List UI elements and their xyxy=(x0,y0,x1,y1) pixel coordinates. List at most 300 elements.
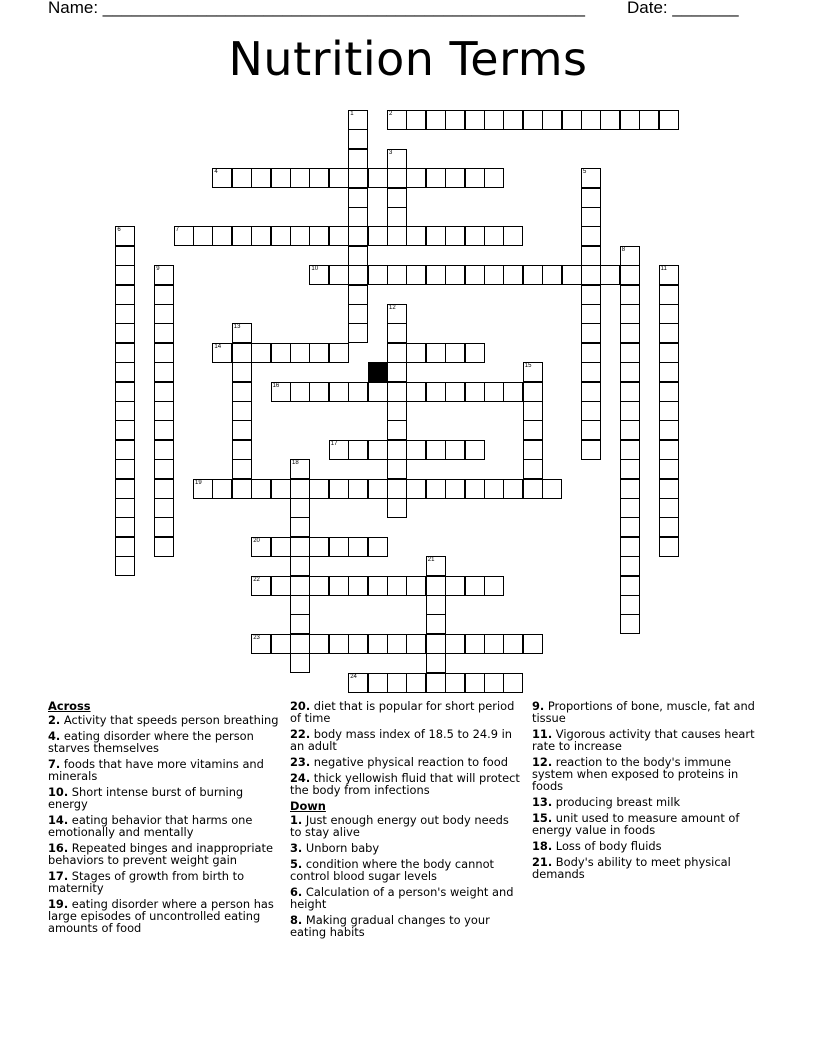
grid-cell[interactable] xyxy=(484,634,504,654)
clue-text: Proportions of bone, muscle, fat and tissue xyxy=(532,699,755,725)
grid-cell[interactable] xyxy=(426,226,446,246)
grid-cell[interactable] xyxy=(290,653,310,673)
grid-cell[interactable] xyxy=(348,110,368,130)
grid-cell[interactable] xyxy=(620,110,640,130)
grid-cell[interactable] xyxy=(368,440,388,460)
grid-cell[interactable] xyxy=(290,168,310,188)
grid-cell[interactable] xyxy=(387,420,407,440)
grid-cell[interactable] xyxy=(368,479,388,499)
grid-cell[interactable] xyxy=(212,479,232,499)
grid-cell[interactable] xyxy=(348,149,368,169)
grid-cell[interactable] xyxy=(523,420,543,440)
grid-cell[interactable] xyxy=(309,168,329,188)
grid-cell[interactable] xyxy=(115,498,135,518)
grid-cell[interactable] xyxy=(387,440,407,460)
grid-cell[interactable] xyxy=(387,188,407,208)
grid-cell[interactable] xyxy=(309,382,329,402)
grid-cell[interactable] xyxy=(387,323,407,343)
grid-cell[interactable] xyxy=(329,479,349,499)
grid-cell[interactable] xyxy=(348,246,368,266)
grid-cell[interactable] xyxy=(271,226,291,246)
grid-cell[interactable] xyxy=(368,537,388,557)
grid-cell[interactable] xyxy=(387,576,407,596)
grid-cell[interactable] xyxy=(368,265,388,285)
grid-cell[interactable] xyxy=(368,576,388,596)
grid-cell[interactable] xyxy=(290,517,310,537)
grid-cell[interactable] xyxy=(426,168,446,188)
grid-cell[interactable] xyxy=(115,479,135,499)
grid-cell[interactable] xyxy=(620,498,640,518)
grid-cell[interactable] xyxy=(620,304,640,324)
grid-cell[interactable] xyxy=(115,362,135,382)
grid-cell[interactable] xyxy=(406,634,426,654)
grid-cell[interactable] xyxy=(600,265,620,285)
grid-cell[interactable] xyxy=(329,265,349,285)
grid-cell[interactable] xyxy=(232,459,252,479)
grid-cell[interactable] xyxy=(659,285,679,305)
grid-cell[interactable] xyxy=(620,420,640,440)
grid-cell[interactable] xyxy=(329,576,349,596)
grid-cell[interactable] xyxy=(290,595,310,615)
grid-cell[interactable] xyxy=(620,362,640,382)
grid-cell[interactable] xyxy=(329,226,349,246)
grid-cell[interactable] xyxy=(620,246,640,266)
grid-cell[interactable] xyxy=(426,382,446,402)
grid-cell[interactable] xyxy=(503,479,523,499)
grid-cell[interactable] xyxy=(154,498,174,518)
grid-cell[interactable] xyxy=(639,110,659,130)
grid-cell[interactable] xyxy=(620,537,640,557)
grid-cell[interactable] xyxy=(484,576,504,596)
grid-cell[interactable] xyxy=(445,673,465,693)
grid-cell[interactable] xyxy=(581,440,601,460)
grid-cell[interactable] xyxy=(581,285,601,305)
grid-cell[interactable] xyxy=(154,517,174,537)
grid-cell[interactable] xyxy=(387,459,407,479)
grid-cell[interactable] xyxy=(542,479,562,499)
grid-cell[interactable] xyxy=(659,343,679,363)
grid-cell[interactable] xyxy=(620,614,640,634)
grid-cell[interactable] xyxy=(426,595,446,615)
grid-cell[interactable] xyxy=(387,401,407,421)
grid-cell[interactable] xyxy=(193,479,213,499)
grid-cell[interactable] xyxy=(271,537,291,557)
grid-cell[interactable] xyxy=(368,382,388,402)
grid-cell[interactable] xyxy=(271,382,291,402)
grid-cell[interactable] xyxy=(309,226,329,246)
grid-cell[interactable] xyxy=(581,246,601,266)
grid-cell[interactable] xyxy=(154,401,174,421)
grid-cell[interactable] xyxy=(620,440,640,460)
grid-cell[interactable] xyxy=(426,343,446,363)
grid-cell[interactable] xyxy=(620,323,640,343)
grid-cell[interactable] xyxy=(620,517,640,537)
grid-cell[interactable] xyxy=(348,168,368,188)
grid-cell[interactable] xyxy=(503,110,523,130)
grid-cell[interactable] xyxy=(484,226,504,246)
grid-cell[interactable] xyxy=(620,265,640,285)
grid-cell[interactable] xyxy=(212,168,232,188)
grid-cell[interactable] xyxy=(523,382,543,402)
down-heading: Down xyxy=(290,799,326,813)
grid-cell[interactable] xyxy=(290,226,310,246)
grid-cell[interactable] xyxy=(406,382,426,402)
grid-cell[interactable] xyxy=(232,362,252,382)
grid-cell[interactable] xyxy=(232,382,252,402)
grid-cell[interactable] xyxy=(290,498,310,518)
grid-cell[interactable] xyxy=(523,265,543,285)
grid-cell[interactable] xyxy=(406,265,426,285)
grid-cell[interactable] xyxy=(348,304,368,324)
grid-cell[interactable] xyxy=(154,537,174,557)
grid-cell[interactable] xyxy=(290,556,310,576)
grid-cell[interactable] xyxy=(659,304,679,324)
grid-cell[interactable] xyxy=(426,479,446,499)
grid-cell[interactable] xyxy=(271,343,291,363)
grid-cell[interactable] xyxy=(309,479,329,499)
grid-cell[interactable] xyxy=(503,673,523,693)
grid-cell[interactable] xyxy=(620,595,640,615)
grid-cell[interactable] xyxy=(484,168,504,188)
grid-cell[interactable] xyxy=(232,401,252,421)
grid-cell[interactable] xyxy=(115,401,135,421)
grid-cell[interactable] xyxy=(484,479,504,499)
grid-cell[interactable] xyxy=(232,168,252,188)
grid-cell[interactable] xyxy=(115,459,135,479)
grid-cell[interactable] xyxy=(659,362,679,382)
grid-cell[interactable] xyxy=(348,634,368,654)
grid-cell[interactable] xyxy=(115,343,135,363)
grid-cell[interactable] xyxy=(426,614,446,634)
grid-cell[interactable] xyxy=(581,110,601,130)
grid-cell[interactable] xyxy=(212,343,232,363)
grid-cell[interactable] xyxy=(503,265,523,285)
grid-cell[interactable] xyxy=(329,634,349,654)
grid-cell[interactable] xyxy=(659,401,679,421)
grid-cell[interactable] xyxy=(581,323,601,343)
grid-cell[interactable] xyxy=(329,382,349,402)
grid-cell[interactable] xyxy=(290,343,310,363)
grid-cell[interactable] xyxy=(659,498,679,518)
grid-cell[interactable] xyxy=(406,343,426,363)
grid-cell[interactable] xyxy=(426,265,446,285)
grid-cell[interactable] xyxy=(348,129,368,149)
grid-cell[interactable] xyxy=(309,343,329,363)
grid-cell[interactable] xyxy=(620,556,640,576)
grid-cell[interactable] xyxy=(581,168,601,188)
grid-cell[interactable] xyxy=(251,634,271,654)
grid-cell[interactable] xyxy=(251,537,271,557)
grid-cell[interactable] xyxy=(542,110,562,130)
grid-cell[interactable] xyxy=(659,420,679,440)
grid-cell[interactable] xyxy=(387,382,407,402)
grid-cell[interactable] xyxy=(115,226,135,246)
grid-cell[interactable] xyxy=(115,556,135,576)
grid-cell[interactable] xyxy=(581,420,601,440)
grid-cell[interactable] xyxy=(271,634,291,654)
grid-cell[interactable] xyxy=(659,459,679,479)
grid-cell[interactable] xyxy=(445,265,465,285)
grid-cell[interactable] xyxy=(329,440,349,460)
grid-cell[interactable] xyxy=(581,265,601,285)
grid-cell[interactable] xyxy=(523,634,543,654)
grid-cell[interactable] xyxy=(309,537,329,557)
grid-cell[interactable] xyxy=(523,362,543,382)
grid-cell[interactable] xyxy=(309,576,329,596)
grid-cell[interactable] xyxy=(659,440,679,460)
grid-cell[interactable] xyxy=(368,168,388,188)
grid-cell[interactable] xyxy=(581,207,601,227)
grid-cell[interactable] xyxy=(115,285,135,305)
grid-cell[interactable] xyxy=(426,673,446,693)
grid-cell[interactable] xyxy=(523,479,543,499)
grid-cell[interactable] xyxy=(154,304,174,324)
grid-cell[interactable] xyxy=(348,382,368,402)
grid-cell[interactable] xyxy=(290,537,310,557)
clue-text: Loss of body fluids xyxy=(552,839,662,853)
grid-cell[interactable] xyxy=(406,440,426,460)
grid-cell[interactable] xyxy=(348,265,368,285)
grid-cell[interactable] xyxy=(503,634,523,654)
name-field[interactable]: Name: ___________________________________________________ xyxy=(48,0,585,17)
grid-cell[interactable] xyxy=(426,634,446,654)
grid-cell[interactable] xyxy=(115,420,135,440)
grid-cell[interactable] xyxy=(620,343,640,363)
grid-cell[interactable] xyxy=(387,265,407,285)
grid-cell[interactable] xyxy=(620,479,640,499)
grid-cell[interactable] xyxy=(232,323,252,343)
grid-cell[interactable] xyxy=(445,634,465,654)
grid-cell[interactable] xyxy=(387,498,407,518)
grid-cell[interactable] xyxy=(329,537,349,557)
grid-cell[interactable] xyxy=(348,226,368,246)
grid-cell[interactable] xyxy=(465,265,485,285)
grid-cell[interactable] xyxy=(445,343,465,363)
grid-cell[interactable] xyxy=(465,110,485,130)
grid-cell[interactable] xyxy=(581,362,601,382)
grid-cell[interactable] xyxy=(154,265,174,285)
grid-cell[interactable] xyxy=(484,673,504,693)
grid-cell[interactable] xyxy=(154,285,174,305)
grid-cell[interactable] xyxy=(659,517,679,537)
grid-cell[interactable] xyxy=(251,576,271,596)
grid-cell[interactable] xyxy=(251,226,271,246)
grid-cell[interactable] xyxy=(523,110,543,130)
grid-cell[interactable] xyxy=(271,168,291,188)
clue-number-label: 13. xyxy=(532,795,553,809)
clue-item xyxy=(290,700,522,724)
grid-cell[interactable] xyxy=(271,479,291,499)
grid-cell[interactable] xyxy=(212,226,232,246)
grid-cell[interactable] xyxy=(348,188,368,208)
grid-cell[interactable] xyxy=(659,479,679,499)
grid-cell[interactable] xyxy=(154,323,174,343)
grid-cell[interactable] xyxy=(523,440,543,460)
grid-cell[interactable] xyxy=(484,265,504,285)
grid-cell[interactable] xyxy=(387,226,407,246)
clue-number-label: 4. xyxy=(48,729,61,743)
grid-cell[interactable] xyxy=(290,576,310,596)
grid-cell[interactable] xyxy=(251,479,271,499)
grid-cell[interactable] xyxy=(193,226,213,246)
clue-text: eating disorder where a person has large episodes of uncontrolled eating amounts of food xyxy=(48,897,274,935)
grid-cell[interactable] xyxy=(387,207,407,227)
grid-cell[interactable] xyxy=(290,459,310,479)
grid-cell[interactable] xyxy=(232,420,252,440)
grid-cell[interactable] xyxy=(426,576,446,596)
grid-cell[interactable] xyxy=(290,479,310,499)
grid-cell[interactable] xyxy=(620,382,640,402)
grid-cell[interactable] xyxy=(387,479,407,499)
grid-cell[interactable] xyxy=(445,168,465,188)
grid-cell[interactable] xyxy=(523,459,543,479)
grid-cell[interactable] xyxy=(445,479,465,499)
clue-number-label: 24. xyxy=(290,771,311,785)
grid-cell[interactable] xyxy=(445,440,465,460)
grid-cell[interactable] xyxy=(620,285,640,305)
grid-cell[interactable] xyxy=(406,576,426,596)
grid-cell[interactable] xyxy=(581,226,601,246)
grid-cell[interactable] xyxy=(406,673,426,693)
grid-cell[interactable] xyxy=(445,576,465,596)
grid-cell[interactable] xyxy=(581,401,601,421)
grid-cell[interactable] xyxy=(387,343,407,363)
grid-cell[interactable] xyxy=(465,226,485,246)
grid-cell[interactable] xyxy=(154,343,174,363)
grid-cell[interactable] xyxy=(503,226,523,246)
grid-cell[interactable] xyxy=(659,537,679,557)
grid-cell[interactable] xyxy=(329,168,349,188)
grid-cell[interactable] xyxy=(174,226,194,246)
grid-cell[interactable] xyxy=(465,382,485,402)
grid-cell[interactable] xyxy=(154,420,174,440)
grid-cell[interactable] xyxy=(368,634,388,654)
grid-cell[interactable] xyxy=(581,304,601,324)
grid-cell[interactable] xyxy=(348,440,368,460)
grid-cell[interactable] xyxy=(290,382,310,402)
grid-cell[interactable] xyxy=(581,188,601,208)
grid-cell[interactable] xyxy=(348,479,368,499)
grid-cell[interactable] xyxy=(387,149,407,169)
grid-cell[interactable] xyxy=(115,517,135,537)
grid-cell[interactable] xyxy=(426,556,446,576)
grid-cell[interactable] xyxy=(465,343,485,363)
grid-cell[interactable] xyxy=(115,246,135,266)
clue-text: Vigorous activity that causes heart rate to increase xyxy=(532,727,755,753)
grid-cell[interactable] xyxy=(465,440,485,460)
grid-cell[interactable] xyxy=(562,110,582,130)
grid-cell[interactable] xyxy=(445,110,465,130)
grid-cell[interactable] xyxy=(154,479,174,499)
grid-cell[interactable] xyxy=(309,634,329,654)
grid-cell[interactable] xyxy=(290,614,310,634)
grid-cell[interactable] xyxy=(368,673,388,693)
grid-cell[interactable] xyxy=(290,634,310,654)
grid-cell[interactable] xyxy=(387,634,407,654)
grid-cell[interactable] xyxy=(368,226,388,246)
grid-cell[interactable] xyxy=(115,323,135,343)
grid-cell[interactable] xyxy=(465,673,485,693)
grid-cell[interactable] xyxy=(115,440,135,460)
grid-cell[interactable] xyxy=(659,323,679,343)
grid-cell[interactable] xyxy=(620,576,640,596)
grid-cell[interactable] xyxy=(426,110,446,130)
clue-number: 8 xyxy=(621,246,626,253)
grid-cell[interactable] xyxy=(115,304,135,324)
grid-cell[interactable] xyxy=(659,382,679,402)
grid-cell[interactable] xyxy=(445,226,465,246)
grid-cell[interactable] xyxy=(659,110,679,130)
grid-cell[interactable] xyxy=(406,168,426,188)
grid-cell[interactable] xyxy=(426,440,446,460)
grid-cell[interactable] xyxy=(581,382,601,402)
grid-cell[interactable] xyxy=(115,537,135,557)
grid-cell[interactable] xyxy=(387,110,407,130)
across-heading: Across xyxy=(48,699,91,713)
grid-cell[interactable] xyxy=(348,323,368,343)
grid-cell[interactable] xyxy=(484,110,504,130)
clue-number: 19 xyxy=(195,479,202,486)
grid-cell[interactable] xyxy=(581,343,601,363)
grid-cell[interactable] xyxy=(562,265,582,285)
grid-cell[interactable] xyxy=(232,226,252,246)
grid-cell[interactable] xyxy=(659,265,679,285)
grid-cell[interactable] xyxy=(348,207,368,227)
grid-cell[interactable] xyxy=(387,168,407,188)
grid-cell[interactable] xyxy=(465,479,485,499)
grid-cell[interactable] xyxy=(154,382,174,402)
grid-cell[interactable] xyxy=(154,440,174,460)
grid-cell[interactable] xyxy=(387,673,407,693)
date-field[interactable]: Date: _______ xyxy=(627,0,739,17)
grid-cell[interactable] xyxy=(251,168,271,188)
grid-cell[interactable] xyxy=(329,343,349,363)
grid-cell[interactable] xyxy=(154,459,174,479)
grid-cell[interactable] xyxy=(523,401,543,421)
grid-cell[interactable] xyxy=(406,110,426,130)
grid-cell[interactable] xyxy=(406,479,426,499)
grid-cell[interactable] xyxy=(600,110,620,130)
grid-cell[interactable] xyxy=(445,382,465,402)
grid-cell[interactable] xyxy=(232,479,252,499)
clue-text: negative physical reaction to food xyxy=(310,755,508,769)
grid-cell[interactable] xyxy=(154,362,174,382)
grid-cell[interactable] xyxy=(348,285,368,305)
grid-cell[interactable] xyxy=(426,653,446,673)
grid-cell[interactable] xyxy=(251,343,271,363)
grid-cell[interactable] xyxy=(620,459,640,479)
grid-cell[interactable] xyxy=(465,576,485,596)
grid-cell[interactable] xyxy=(542,265,562,285)
grid-cell[interactable] xyxy=(232,440,252,460)
grid-cell[interactable] xyxy=(620,401,640,421)
grid-cell[interactable] xyxy=(309,265,329,285)
grid-cell[interactable] xyxy=(503,382,523,402)
grid-cell[interactable] xyxy=(387,362,407,382)
grid-cell[interactable] xyxy=(465,168,485,188)
grid-cell[interactable] xyxy=(465,634,485,654)
grid-cell[interactable] xyxy=(232,343,252,363)
grid-cell[interactable] xyxy=(484,382,504,402)
grid-cell[interactable] xyxy=(115,265,135,285)
grid-cell[interactable] xyxy=(115,382,135,402)
grid-cell[interactable] xyxy=(271,576,291,596)
grid-cell[interactable] xyxy=(348,576,368,596)
grid-cell[interactable] xyxy=(348,537,368,557)
grid-cell[interactable] xyxy=(406,226,426,246)
grid-cell[interactable] xyxy=(348,673,368,693)
grid-cell[interactable] xyxy=(387,304,407,324)
